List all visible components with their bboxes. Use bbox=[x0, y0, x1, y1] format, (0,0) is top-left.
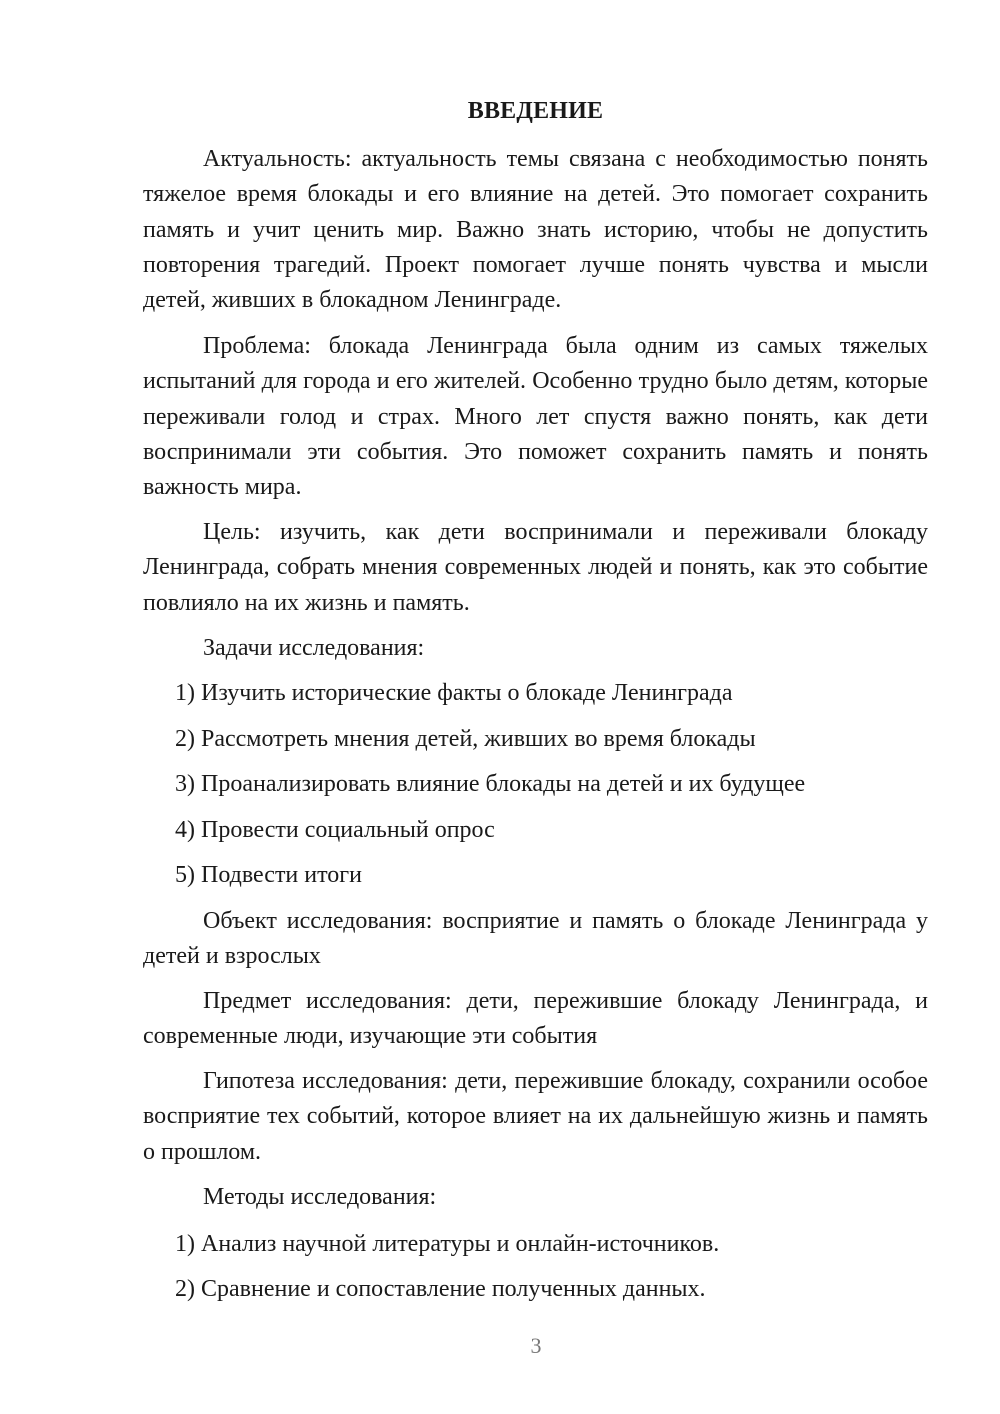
relevance-paragraph: Актуальность: актуальность темы связана с необходимостью понять тяжелое время блокады и его влияние на детей. Это помогает сохранить память и учит ценить мир. Важно знать историю, чтобы не допустить повторения трагедий. Проект помогает лучше понять чувства и мысли детей, живших в блокадном Ленинграде. bbox=[143, 146, 928, 314]
problem-paragraph: Проблема: блокада Ленинграда была одним из самых тяжелых испытаний для города и его жителей. Особенно трудно было детям, которые переживали голод и страх. Много лет спустя важно понять, как дети воспринимали эти события. Это поможет сохранить память и понять важность мира. bbox=[143, 333, 928, 501]
method-item-1: 1) Анализ научной литературы и онлайн-источников. bbox=[175, 1231, 720, 1257]
task-item-3: 3) Проанализировать влияние блокады на детей и их будущее bbox=[175, 771, 806, 797]
object-paragraph: Объект исследования: восприятие и память о блокаде Ленинграда у детей и взрослых bbox=[143, 908, 928, 970]
task-item-1: 1) Изучить исторические факты о блокаде Ленинграда bbox=[175, 680, 733, 706]
tasks-heading: Задачи исследования: bbox=[203, 635, 425, 661]
task-item-4: 4) Провести социальный опрос bbox=[175, 817, 495, 843]
task-item-2: 2) Рассмотреть мнения детей, живших во время блокады bbox=[175, 726, 756, 752]
goal-paragraph: Цель: изучить, как дети воспринимали и переживали блокаду Ленинграда, собрать мнения современных людей и понять, как это событие повлияло на их жизнь и память. bbox=[143, 519, 928, 616]
hypothesis-paragraph: Гипотеза исследования: дети, пережившие блокаду, сохранили особое восприятие тех событий, которое влияет на их дальнейшую жизнь и память о прошлом. bbox=[143, 1068, 928, 1165]
subject-paragraph: Предмет исследования: дети, пережившие блокаду Ленинграда, и современные люди, изучающие эти события bbox=[143, 988, 928, 1050]
task-item-5: 5) Подвести итоги bbox=[175, 862, 362, 888]
method-item-2: 2) Сравнение и сопоставление полученных данных. bbox=[175, 1276, 706, 1302]
page-title: ВВЕДЕНИЕ bbox=[467, 98, 604, 124]
methods-heading: Методы исследования: bbox=[203, 1184, 437, 1210]
page-number: 3 bbox=[530, 1333, 542, 1358]
